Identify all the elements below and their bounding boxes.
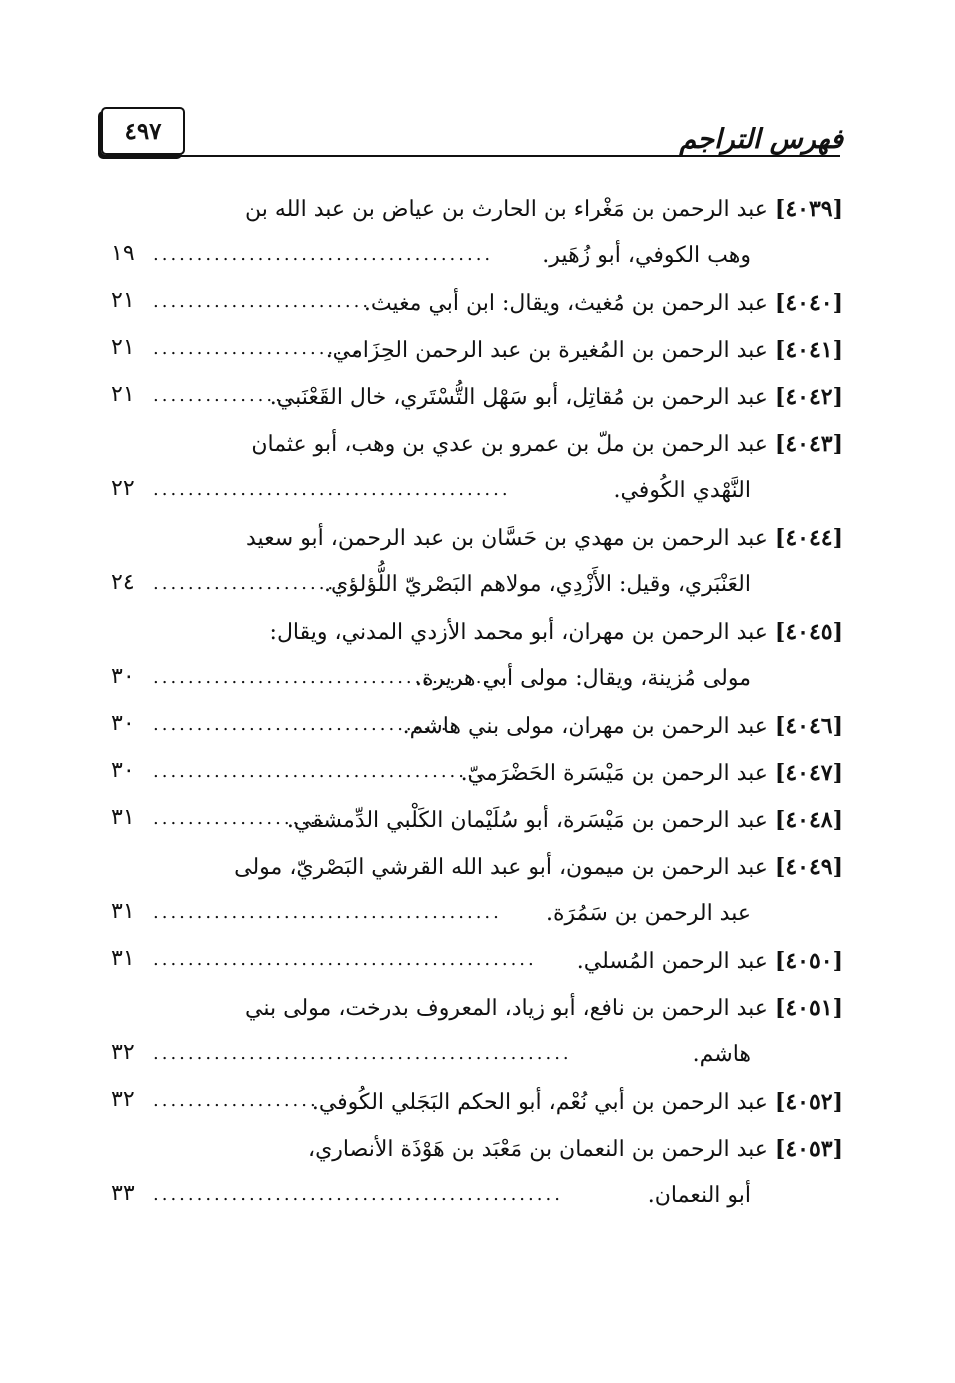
entry-number: [٤٠٤٢] (774, 384, 843, 410)
index-entry-continuation (111, 893, 843, 940)
dot-leader: ......................... (153, 291, 372, 312)
entry-text-line (245, 196, 843, 222)
entry-name: العَنْبَري، وقيل: الأَزْدِي، مولاهم البَصْريّ اللُّؤلؤي. (324, 572, 751, 597)
dot-leader: ................................................ (153, 1043, 572, 1064)
entry-text-line (648, 1183, 751, 1208)
entry-name: عبد الرحمن بن النعمان بن مَعْبَد بن هَوْذَة الأنصاري، (307, 1137, 768, 1162)
index-entry (111, 517, 843, 564)
index-entry-continuation (111, 1034, 843, 1081)
entry-name: وهب الكوفي، أبو زُهَير. (542, 243, 751, 268)
entry-page-reference: ٣٢ (111, 1040, 135, 1065)
entry-page-reference: ٣٠ (111, 758, 135, 783)
index-entry (111, 1128, 843, 1175)
dot-leader: ........................................ (153, 667, 502, 688)
entry-name: عبد الرحمن بن أبي نُعْم، أبو الحكم البَجَلي الكُوفي. (311, 1090, 768, 1115)
running-header-title: فهرس التراجم (679, 124, 843, 155)
index-entry-continuation (111, 1175, 843, 1222)
entry-page-reference: ٣١ (111, 899, 135, 924)
entry-text-line (246, 525, 843, 551)
entry-name: عبد الرحمن بن مهران، مولى بني هاشم. (402, 714, 768, 739)
index-entry-continuation (111, 564, 843, 611)
entry-number: [٤٠٥٠] (774, 948, 843, 974)
entry-text-line (546, 901, 751, 926)
entry-page-reference: ٢٢ (111, 476, 135, 501)
entry-text-line (364, 290, 843, 316)
dot-leader: ...................... (153, 573, 345, 594)
entry-page-reference: ٣١ (111, 805, 135, 830)
index-entry (111, 376, 843, 423)
entry-page-reference: ٣١ (111, 946, 135, 971)
index-entry (111, 940, 843, 987)
entry-name: عبد الرحمن بن ميمون، أبو عبد الله القرشي البَصْريّ، مولى (234, 855, 768, 880)
entry-number: [٤٠٤٥] (774, 619, 843, 645)
dot-leader: ................................... (153, 714, 459, 735)
entry-name: عبد الرحمن بن المُغيرة بن عبد الرحمن الحِزَامي. (325, 338, 768, 363)
entry-text-line (312, 1089, 843, 1115)
entry-text-line (461, 760, 843, 786)
dot-leader: ............................................ (153, 949, 537, 970)
header-divider (104, 155, 840, 157)
entry-number: [٤٠٣٩] (774, 196, 843, 222)
index-entry (111, 987, 843, 1034)
page-number: ٤٩٧ (124, 117, 162, 145)
entry-number: [٤٠٤٠] (774, 290, 843, 316)
index-entry (111, 282, 843, 329)
entry-number: [٤٠٥٣] (774, 1136, 843, 1162)
entry-text-line (326, 337, 843, 363)
entry-name: عبد الرحمن بن مَيْسَرة الحَضْرَميّ. (460, 761, 768, 786)
entry-name: عبد الرحمن بن مَغْراء بن الحارث بن عياض بن عبد الله بن (244, 197, 768, 222)
entry-name: هاشم. (692, 1042, 751, 1067)
index-entry (111, 329, 843, 376)
entry-text-line (577, 948, 843, 974)
dot-leader: ...................................... (153, 761, 485, 782)
entry-number: [٤٠٤١] (774, 337, 843, 363)
dot-leader: .................... (153, 808, 328, 829)
entry-page-reference: ٣٣ (111, 1181, 135, 1206)
entry-page-reference: ٢٤ (111, 570, 135, 595)
index-entry (111, 752, 843, 799)
entry-page-reference: ٢١ (111, 335, 135, 360)
entry-number: [٤٠٥١] (774, 995, 843, 1021)
index-entry (111, 799, 843, 846)
entry-text-line (251, 431, 843, 457)
dot-leader: ........................ (153, 338, 363, 359)
index-entry-continuation (111, 235, 843, 282)
entry-name: عبد الرحمن بن مهدي بن حَسَّان بن عبد الرحمن، أبو سعيد (245, 526, 768, 551)
entry-number: [٤٠٤٤] (774, 525, 843, 551)
entry-text-line (403, 713, 843, 739)
entry-name: النَّهْدي الكُوفي. (613, 478, 751, 503)
index-entry (111, 423, 843, 470)
index-entry (111, 188, 843, 235)
index-entry (111, 1081, 843, 1128)
entry-text-line (308, 1136, 843, 1162)
entry-number: [٤٠٤٧] (774, 760, 843, 786)
entry-text-line (234, 854, 843, 880)
entry-name: عبد الرحمن بن نافع، أبو زياد، المعروف بدرخت، مولى بني (245, 996, 768, 1021)
index-entry-continuation (111, 658, 843, 705)
entry-page-reference: ٣٢ (111, 1087, 135, 1112)
entry-number: [٤٠٥٢] (774, 1089, 843, 1115)
entry-page-reference: ٣٠ (111, 711, 135, 736)
entry-name: عبد الرحمن المُسلي. (576, 949, 768, 974)
dot-leader: ........................................ (153, 902, 502, 923)
entry-name: عبد الرحمن بن سَمُرَة. (546, 901, 751, 926)
entry-number: [٤٠٤٨] (774, 807, 843, 833)
entry-page-reference: ١٩ (111, 241, 135, 266)
index-entry-continuation (111, 470, 843, 517)
index-entry (111, 846, 843, 893)
entry-number: [٤٠٤٦] (774, 713, 843, 739)
entry-text-line (324, 572, 751, 597)
entry-page-reference: ٣٠ (111, 664, 135, 689)
entry-text-line (287, 807, 843, 833)
entry-number: [٤٠٤٩] (774, 854, 843, 880)
biography-index-list (111, 188, 843, 1222)
dot-leader: ............................................... (153, 1184, 563, 1205)
entry-name: مولى مُزينة، ويقال: مولى أبي هريرة. (415, 666, 751, 691)
entry-text-line (270, 384, 843, 410)
page-number-box (101, 107, 185, 155)
entry-name: عبد الرحمن بن مُغيث، ويقال: ابن أبي مغيث. (363, 291, 768, 316)
dot-leader: ................... (153, 1090, 319, 1111)
dot-leader: ......................................... (153, 479, 511, 500)
entry-page-reference: ٢١ (111, 288, 135, 313)
index-entry (111, 611, 843, 658)
entry-name: عبد الرحمن بن مُقاتِل، أبو سَهْل التُّسْتَري، خال القَعْنَبي. (269, 385, 768, 410)
entry-text-line (693, 1042, 751, 1067)
index-entry (111, 705, 843, 752)
entry-text-line (245, 995, 843, 1021)
dot-leader: ....................................... (153, 244, 494, 265)
entry-number: [٤٠٤٣] (774, 431, 843, 457)
entry-page-reference: ٢١ (111, 382, 135, 407)
entry-text-line (270, 619, 843, 645)
entry-text-line (613, 478, 751, 503)
entry-name: عبد الرحمن بن مَيْسَرة، أبو سُلَيْمان الكَلْبي الدِّمشقي. (286, 808, 768, 833)
entry-name: عبد الرحمن بن ملّ بن عمرو بن عدي بن وهب، أبو عثمان (251, 432, 768, 457)
dot-leader: ................ (153, 385, 293, 406)
entry-name: عبد الرحمن بن مهران، أبو محمد الأزدي المدني، ويقال: (269, 620, 768, 645)
entry-name: أبو النعمان. (647, 1183, 751, 1208)
entry-text-line (542, 243, 751, 268)
